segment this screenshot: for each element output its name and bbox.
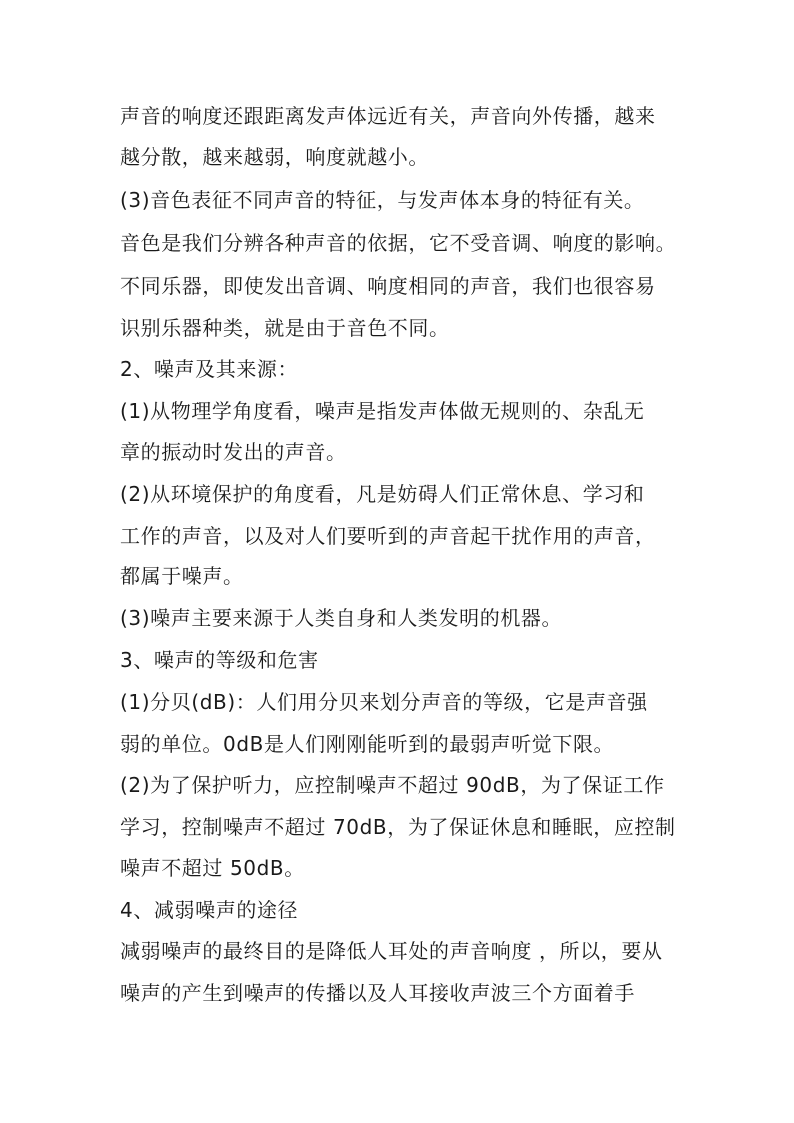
text-line: 工作的声音，以及对人们要听到的声音起干扰作用的声音， [120,524,656,548]
text-line: 识别乐器种类，就是由于音色不同。 [120,316,450,340]
section-heading: 2、噪声及其来源： [120,357,299,381]
text-line: (1)分贝(dB)：人们用分贝来划分声音的等级，它是声音强 [120,690,648,714]
text-line: (3)音色表征不同声音的特征，与发声体本身的特征有关。 [120,188,645,212]
text-line: 噪声的产生到噪声的传播以及人耳接收声波三个方面着手 [120,981,635,1005]
text-line: 减弱噪声的最终目的是降低人耳处的声音响度 ，所以，要从 [120,939,663,963]
text-line: 章的振动时发出的声音。 [120,440,347,464]
text-line: 弱的单位。0dB是人们刚刚能听到的最弱声听觉下限。 [120,732,615,756]
text-line: (3)噪声主要来源于人类自身和人类发明的机器。 [120,606,563,630]
text-line: 学习，控制噪声不超过 70dB，为了保证休息和睡眠，应控制 [120,815,676,839]
text-line: 声音的响度还跟距离发声体远近有关，声音向外传播，越来 [120,104,656,128]
text-line: 不同乐器，即使发出音调、响度相同的声音，我们也很容易 [120,274,656,298]
text-line: (2)从环境保护的角度看，凡是妨碍人们正常休息、学习和 [120,482,645,506]
text-line: 音色是我们分辨各种声音的依据，它不受音调、响度的影响。 [120,231,677,255]
section-heading: 3、噪声的等级和危害 [120,648,319,672]
text-line: 越分散，越来越弱，响度就越小。 [120,145,429,169]
text-line: 都属于噪声。 [120,564,244,588]
text-line: (2)为了保护听力，应控制噪声不超过 90dB，为了保证工作 [120,773,665,797]
section-heading: 4、减弱噪声的途径 [120,898,299,922]
text-line: (1)从物理学角度看，噪声是指发声体做无规则的、杂乱无 [120,399,645,423]
text-line: 噪声不超过 50dB。 [120,856,305,880]
